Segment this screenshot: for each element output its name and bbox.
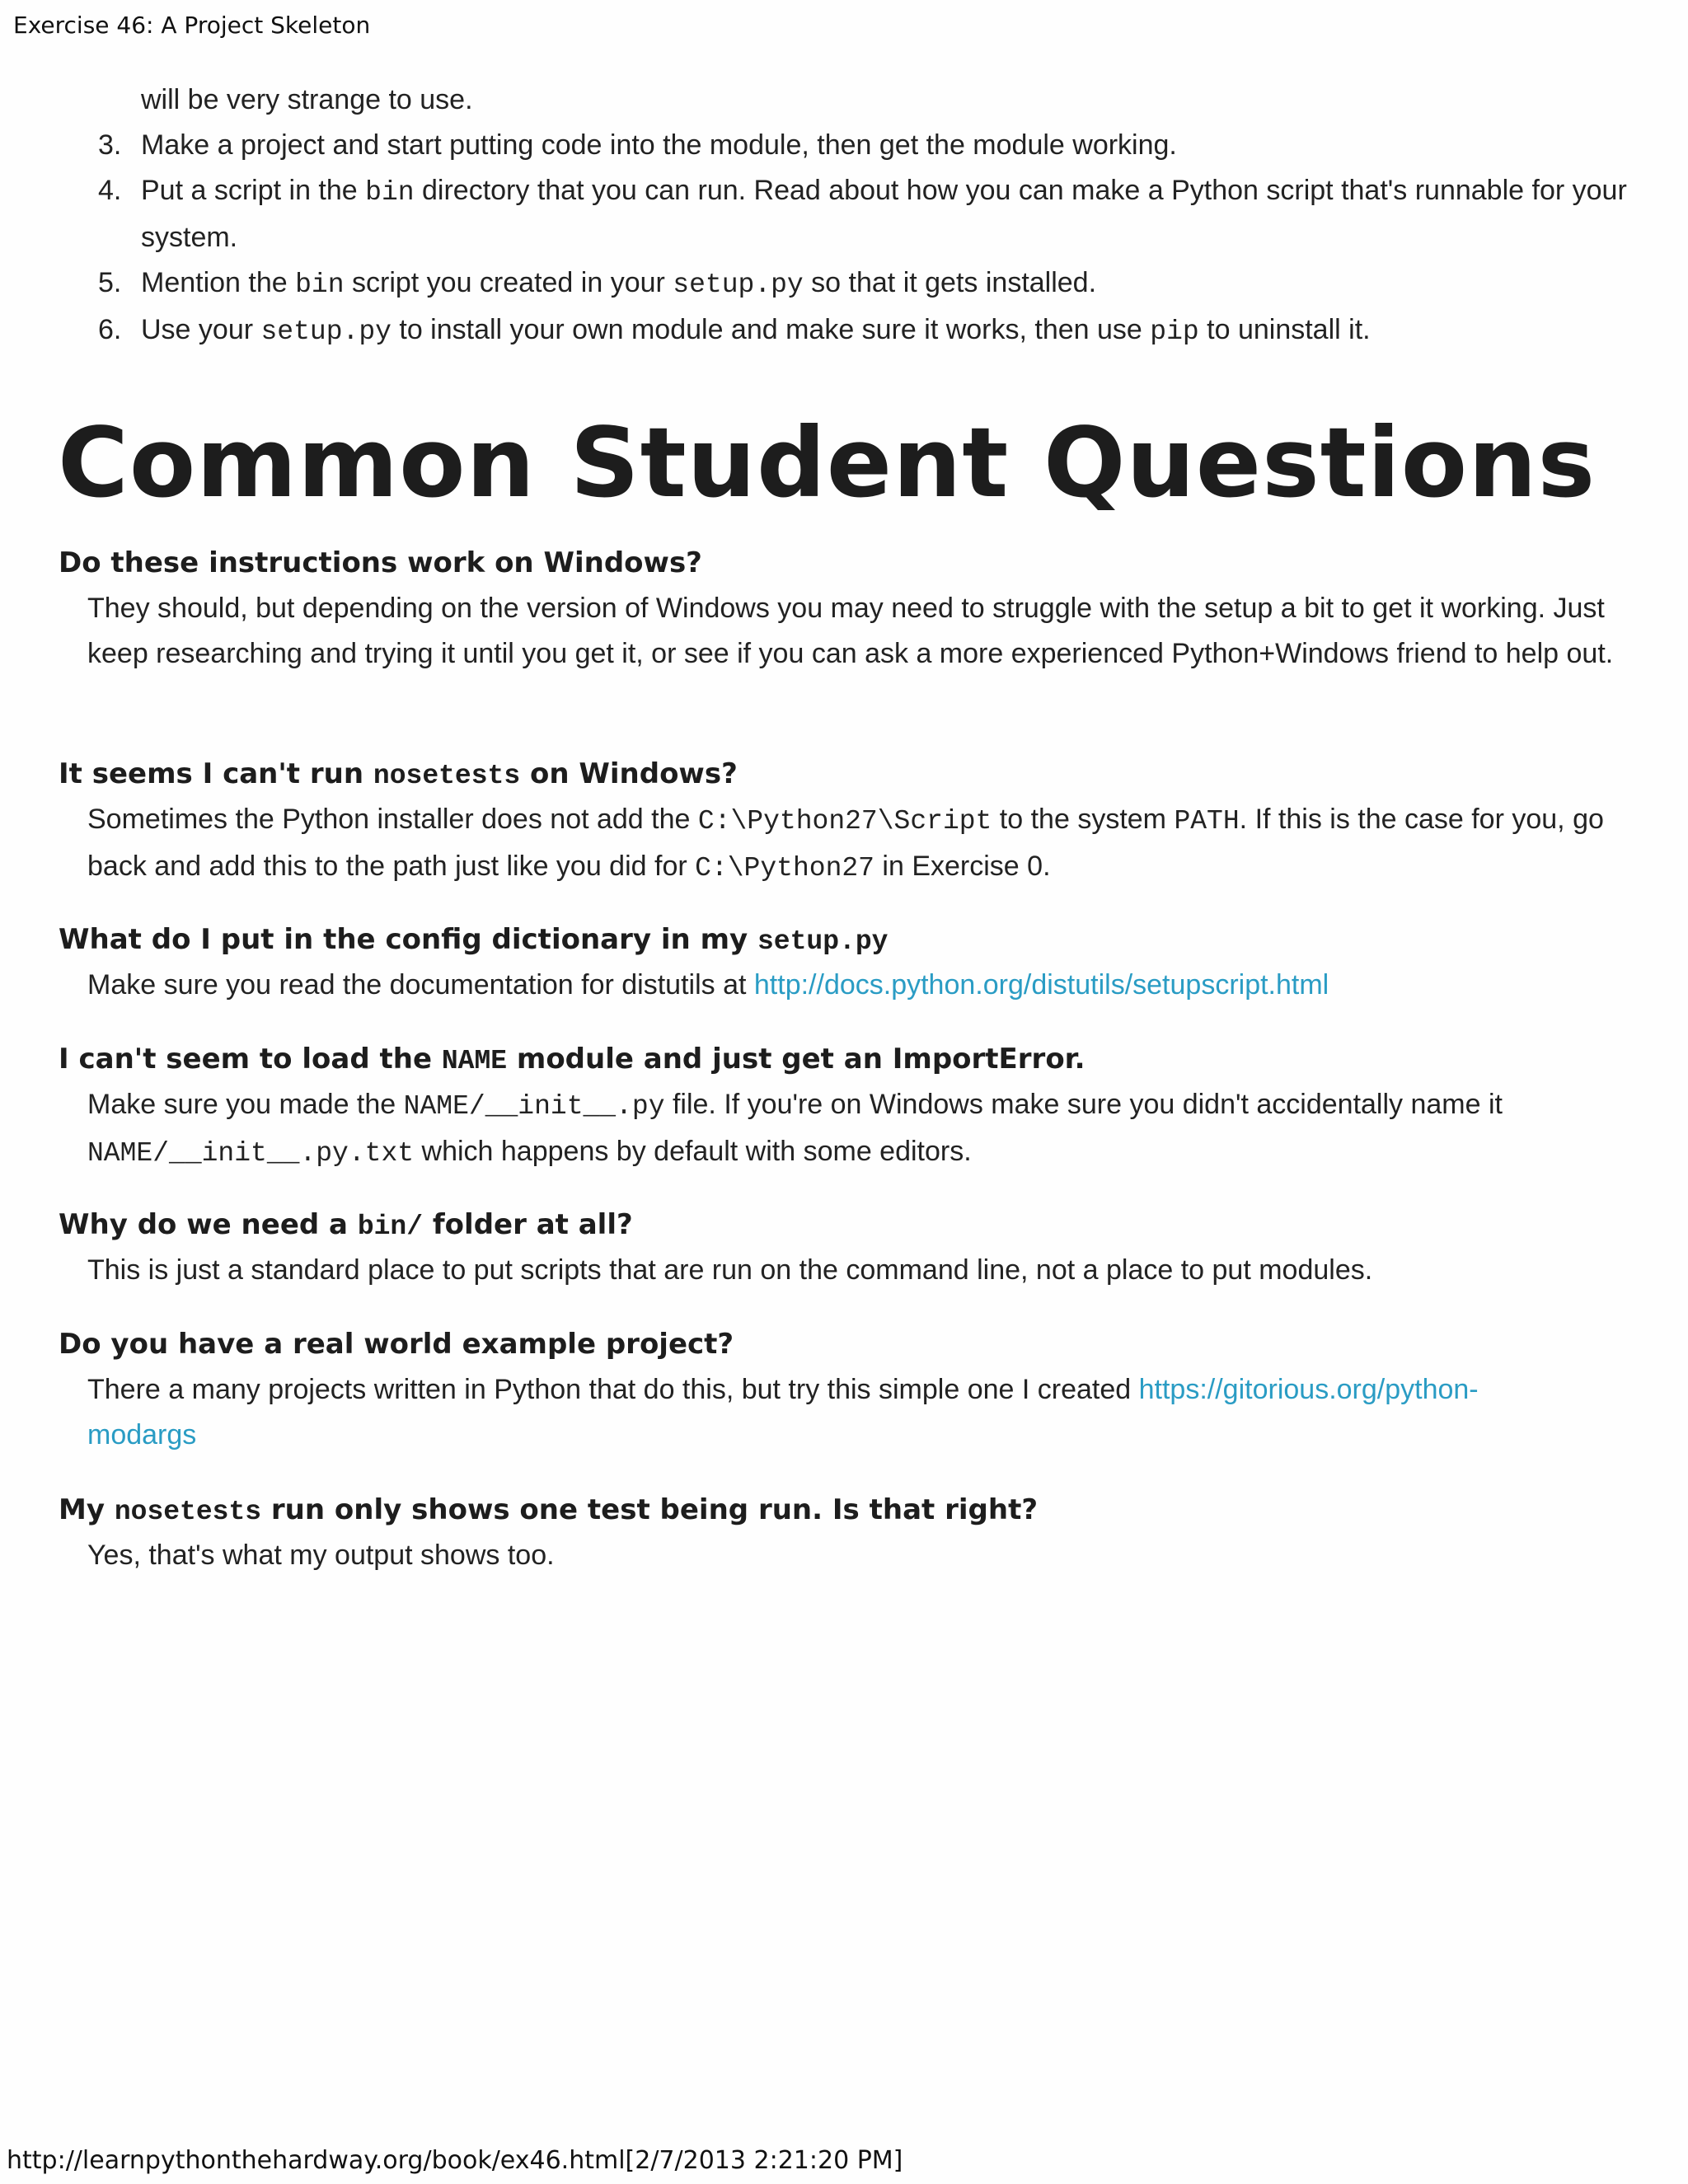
page-footer-url: http://learnpythonthehardway.org/book/ex46.html[2/7/2013 2:21:20 PM] [7,2146,903,2175]
inline-code: C:\Python27 [695,853,874,883]
inline-code: setup.py [673,269,804,300]
faq-question-3: What do I put in the config dictionary in my setup.py [59,923,889,957]
faq-answer-6: There a many projects written in Python that do this, but try this simple one I created https://gitorious.org/python-modargs [87,1374,1479,1451]
faq-question-1: Do these instructions work on Windows? [59,546,702,579]
inline-code: setup.py [757,926,889,957]
inline-code: bin [365,177,415,208]
faq-question-4: I can't seem to load the NAME module and just get an ImportError. [59,1043,1085,1076]
list-item-4: 4. Put a script in the bin directory that you can run. Read about how you can make a Python script that's runnable for your system. [98,175,1627,253]
faq-question-5: Why do we need a bin/ folder at all? [59,1208,633,1242]
steps-list [0,77,1688,354]
inline-code: NAME/__init__.py.txt [87,1138,415,1169]
faq-answer-4: Make sure you made the NAME/__init__.py file. If you're on Windows make sure you didn't accidentally name it NAME/__init__.py.txt which happens by default with some editors. [87,1089,1503,1169]
inline-code: C:\Python27\Script [697,806,992,837]
running-header: Exercise 46: A Project Skeleton [13,12,371,39]
faq-answer-2: Sometimes the Python installer does not add the C:\Python27\Script to the system PATH. If this is the case for you, go back and add this to the path just like you did for C:\Python27 in Exercise 0. [87,804,1604,883]
faq-answer-3: Make sure you read the documentation for distutils at http://docs.python.org/distutils/setupscript.html [87,969,1329,1001]
inline-code: pip [1150,316,1199,347]
faq-answer-7: Yes, that's what my output shows too. [87,1540,555,1571]
inline-code: PATH [1174,806,1240,837]
distutils-docs-link[interactable]: http://docs.python.org/distutils/setupscript.html [753,969,1329,1001]
faq-question-6: Do you have a real world example project? [59,1328,734,1361]
faq-answer-1: They should, but depending on the version of Windows you may need to struggle with the setup a bit to get it working. Just keep researching and trying it until you get it, or see if you can ask a more experienced Python+Windows friend to help out. [87,593,1614,669]
gitorious-modargs-link[interactable]: https://gitorious.org/python-modargs [87,1374,1479,1451]
inline-code: nosetests [114,1497,262,1527]
inline-code: bin [295,269,345,300]
list-item-continuation: will be very strange to use. [141,84,473,115]
faq-question-2: It seems I can't run nosetests on Windows? [59,757,738,791]
section-title: Common Student Questions [58,406,1597,519]
list-item-6: 6. Use your setup.py to install your own module and make sure it works, then use pip to uninstall it. [98,314,1371,347]
inline-code: bin/ [357,1212,424,1242]
inline-code: setup.py [260,316,392,347]
list-item-5: 5. Mention the bin script you created in your setup.py so that it gets installed. [98,267,1097,300]
inline-code: NAME/__init__.py [403,1091,665,1122]
faq-question-7: My nosetests run only shows one test being run. Is that right? [59,1493,1039,1527]
inline-code: nosetests [373,761,521,791]
inline-code: NAME [441,1046,508,1076]
faq-answer-5: This is just a standard place to put scripts that are run on the command line, not a place to put modules. [87,1254,1373,1286]
list-item-3: 3. Make a project and start putting code into the module, then get the module working. [98,129,1177,161]
